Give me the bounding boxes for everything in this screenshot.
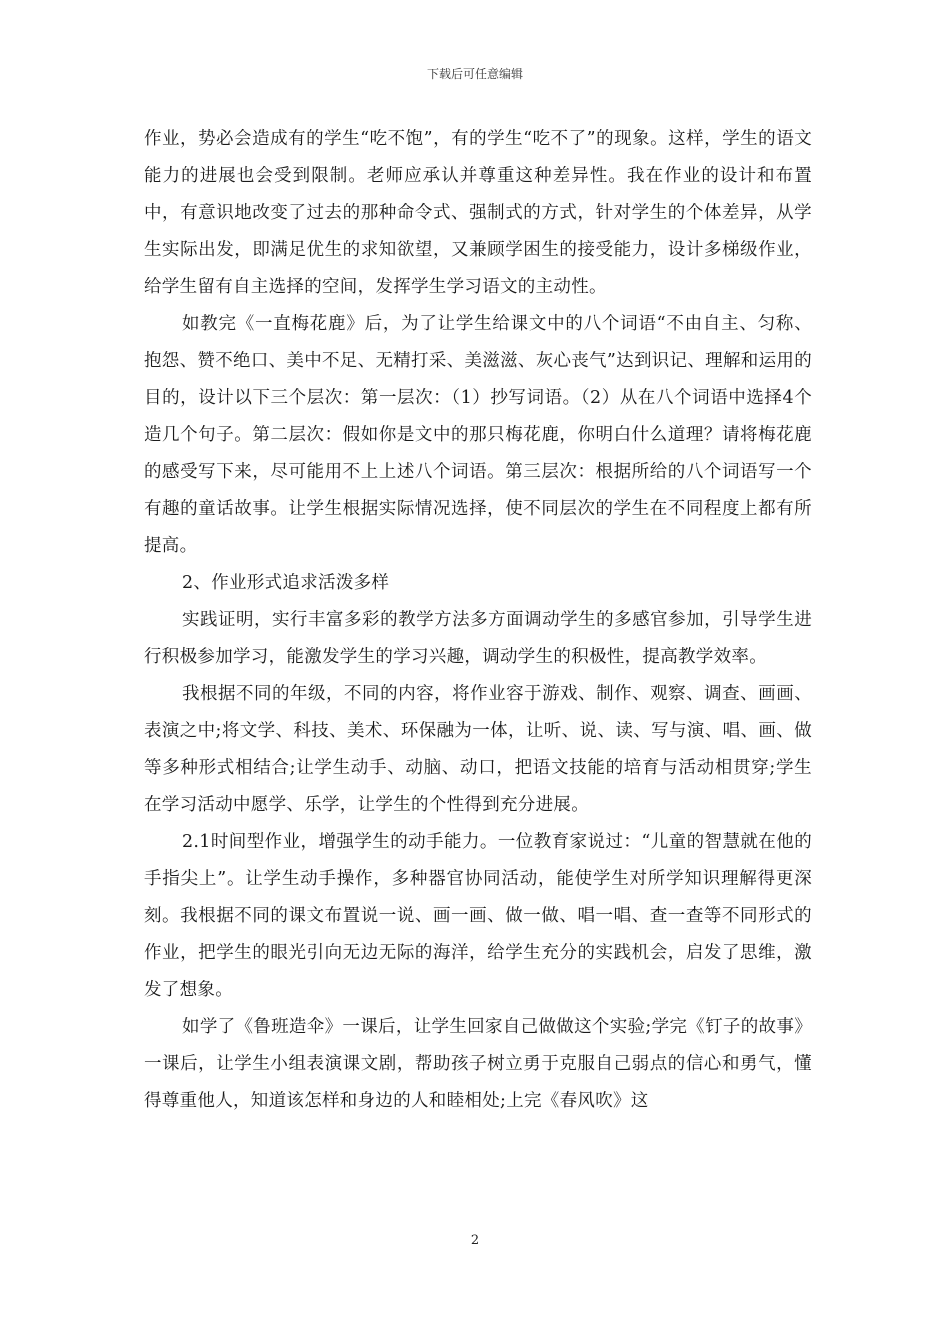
paragraph-1: 作业，势必会造成有的学生“吃不饱”，有的学生“吃不了”的现象。这样，学生的语文能力的进展也会受到限制。老师应承认并尊重这种差异性。我在作业的设计和布置中，有意识地改变了过去的那种命令式、强制式的方式，针对学生的个体差异，从学生实际出发，即满足优生的求知欲望，又兼顾学困生的接受能力，设计多梯级作业，给学生留有自主选择的空间，发挥学生学习语文的主动性。: [144, 129, 812, 297]
document-body: [144, 121, 812, 1120]
section-heading: 2、作业形式追求活泼多样: [182, 573, 390, 593]
page-header: 下载后可任意编辑: [426, 67, 523, 81]
paragraph-3: 实践证明，实行丰富多彩的教学方法多方面调动学生的多感官参加，引导学生进行积极参加学习，能激发学生的学习兴趣，调动学生的积极性，提高教学效率。: [144, 610, 812, 667]
page-number: 2: [470, 1233, 480, 1248]
paragraph-5: 2.1时间型作业，增强学生的动手能力。一位教育家说过：“儿童的智慧就在他的手指尖上”。让学生动手操作，多种器官协同活动，能使学生对所学知识理解得更深刻。我根据不同的课文布置说一说、画一画、做一做、唱一唱、查一查等不同形式的作业，把学生的眼光引向无边无际的海洋，给学生充分的实践机会，启发了思维，激发了想象。: [144, 832, 812, 1000]
paragraph-4: 我根据不同的年级，不同的内容，将作业容于游戏、制作、观察、调查、画画、表演之中;将文学、科技、美术、环保融为一体，让听、说、读、写与演、唱、画、做等多种形式相结合;让学生动手、动脑、动口，把语文技能的培育与活动相贯穿;学生在学习活动中愿学、乐学，让学生的个性得到充分进展。: [144, 684, 812, 815]
paragraph-2: 如教完《一直梅花鹿》后，为了让学生给课文中的八个词语“不由自主、匀称、抱怨、赞不绝口、美中不足、无精打采、美滋滋、灰心丧气”达到识记、理解和运用的目的，设计以下三个层次：第一层次：（1）抄写词语。（2）从在八个词语中选择4个造几个句子。第二层次：假如你是文中的那只梅花鹿，你明白什么道理？请将梅花鹿的感受写下来，尽可能用不上上述八个词语。第三层次：根据所给的八个词语写一个有趣的童话故事。让学生根据实际情况选择，使不同层次的学生在不同程度上都有所提高。: [144, 314, 812, 556]
paragraph-6: 如学了《鲁班造伞》一课后，让学生回家自己做做这个实验;学完《钉子的故事》一课后，让学生小组表演课文剧，帮助孩子树立勇于克服自己弱点的信心和勇气，懂得尊重他人，知道该怎样和身边的人和睦相处;上完《春风吹》这: [144, 1017, 812, 1111]
